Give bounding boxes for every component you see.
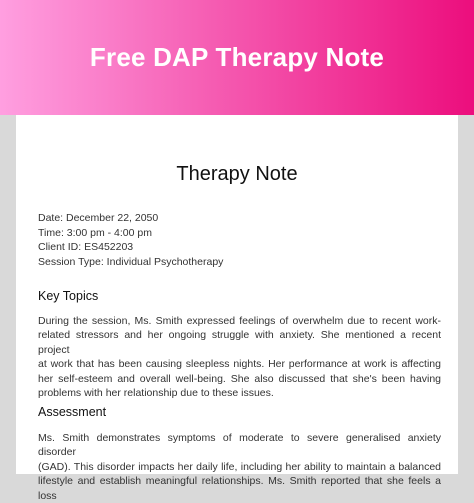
paragraph-line: related stressors and her ongoing struggle with anxiety. She mentioned a recent project xyxy=(38,329,441,356)
banner-title: Free DAP Therapy Note xyxy=(89,42,385,72)
paragraph-line: (GAD). This disorder impacts her daily life, including her ability to maintain a balanced xyxy=(38,460,441,473)
session-details xyxy=(38,211,223,269)
section-body-key-topics xyxy=(38,314,441,400)
paragraph-line: lifestyle and establish meaningful relationships. Ms. Smith reported that she feels a loss xyxy=(38,475,441,502)
session-time: Time: 3:00 pm - 4:00 pm xyxy=(38,226,152,239)
session-type: Session Type: Individual Psychotherapy xyxy=(38,255,224,268)
section-heading-key-topics: Key Topics xyxy=(38,289,99,303)
paragraph-line: at work that has been causing sleepless nights. Her performance at work is affecting xyxy=(38,358,441,371)
section-heading-assessment: Assessment xyxy=(38,405,107,419)
section-body-assessment xyxy=(38,431,441,503)
header-banner xyxy=(0,0,474,115)
paragraph-line: her self-esteem and overall well-being. She also discussed that she's been having xyxy=(38,372,441,385)
session-date: Date: December 22, 2050 xyxy=(38,212,159,224)
document-page xyxy=(16,115,458,502)
paragraph-line: During the session, Ms. Smith expressed feelings of overwhelm due to recent work- xyxy=(38,315,441,327)
paragraph-line: Ms. Smith demonstrates symptoms of moderate to severe generalised anxiety disorder xyxy=(38,432,441,459)
document-title: Therapy Note xyxy=(176,163,298,185)
paragraph-line: problems with her relationship due to these issues. xyxy=(38,387,274,400)
client-id: Client ID: ES452203 xyxy=(38,241,134,254)
